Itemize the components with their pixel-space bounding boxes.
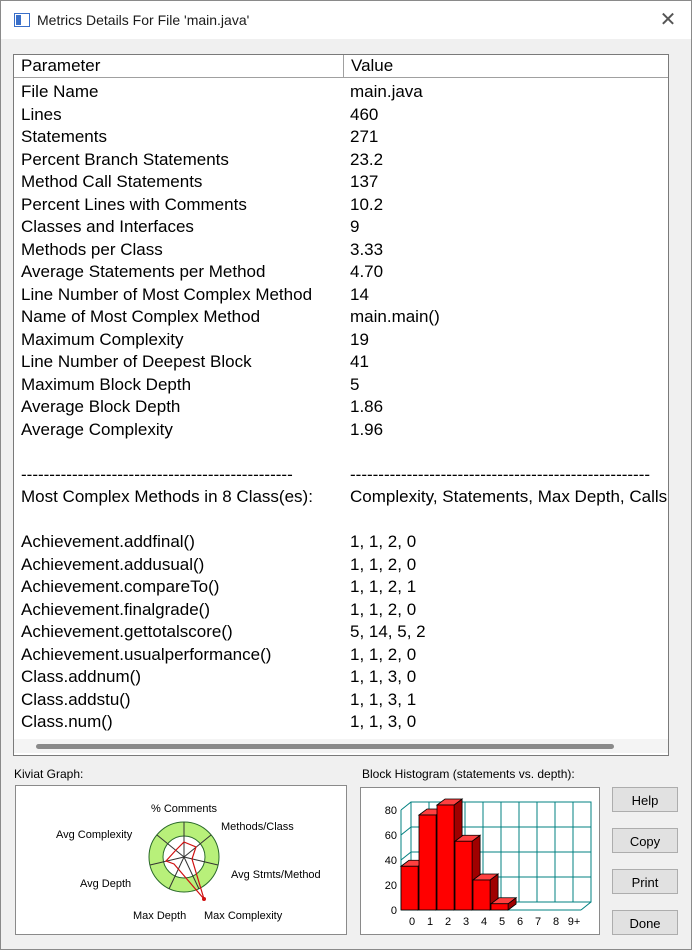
kiviat-graph-panel [15, 785, 347, 935]
table-row[interactable] [14, 104, 668, 127]
parameter-cell: Class.addstu() [21, 689, 131, 709]
table-row[interactable] [14, 284, 668, 307]
kiviat-axis-label: Methods/Class [221, 821, 294, 833]
value-cell: 5, 14, 5, 2 [350, 622, 426, 641]
table-body [14, 81, 668, 734]
value-cell: 271 [350, 127, 379, 146]
table-row[interactable] [14, 171, 668, 194]
histogram-x-tick: 9+ [567, 916, 581, 928]
histogram-x-tick: 2 [444, 916, 452, 928]
value-cell: 137 [350, 172, 379, 191]
parameter-cell: Achievement.addfinal() [21, 532, 195, 551]
table-row[interactable] [14, 261, 668, 284]
value-cell: Complexity, Statements, Max Depth, Calls [350, 487, 668, 506]
kiviat-axis-label: Max Depth [133, 910, 187, 922]
table-row[interactable] [14, 486, 668, 509]
table-row[interactable] [14, 306, 668, 329]
table-row[interactable] [14, 329, 668, 352]
parameter-cell: Achievement.compareTo() [21, 577, 220, 596]
block-histogram [361, 788, 599, 934]
table-row[interactable] [14, 599, 668, 622]
histogram-y-tick: 40 [384, 855, 397, 867]
histogram-bar [437, 805, 454, 910]
value-cell: 9 [350, 217, 360, 236]
kiviat-axis-label: Avg Depth [80, 878, 132, 890]
value-cell: 23.2 [350, 149, 384, 169]
histogram-x-tick: 5 [498, 916, 506, 928]
value-cell: 1, 1, 2, 0 [350, 532, 417, 551]
histogram-x-tick: 7 [534, 916, 542, 928]
value-cell: 10.2 [350, 194, 384, 214]
parameter-cell: Average Complexity [21, 419, 173, 439]
done-button[interactable]: Done [612, 910, 678, 935]
parameter-cell: Class.addnum() [21, 667, 141, 686]
help-button[interactable]: Help [612, 787, 678, 812]
table-row[interactable] [14, 554, 668, 577]
value-cell: 1.86 [350, 397, 384, 416]
kiviat-axis-label: Avg Complexity [56, 829, 133, 841]
value-cell: 14 [350, 284, 369, 304]
value-cell: main.main() [350, 307, 440, 326]
window-title: Metrics Details For File 'main.java' [37, 12, 250, 28]
table-row[interactable] [14, 149, 668, 172]
histogram-x-tick: 1 [426, 916, 434, 928]
table-row[interactable] [14, 576, 668, 599]
histogram-bar [401, 866, 418, 910]
parameter-cell: Average Statements per Method [21, 262, 266, 281]
table-row[interactable] [14, 126, 668, 149]
histogram-x-tick: 0 [408, 916, 416, 928]
value-cell: 1, 1, 2, 0 [350, 599, 417, 619]
column-header-parameter[interactable]: Parameter [14, 55, 344, 77]
parameter-cell: ------------------------------------------------ [21, 464, 293, 484]
vertical-scrollbar[interactable] [668, 55, 669, 755]
parameter-cell: Maximum Complexity [21, 329, 184, 349]
table-row[interactable] [14, 81, 668, 104]
parameter-cell: Percent Lines with Comments [21, 194, 247, 214]
value-cell: 1.96 [350, 419, 384, 439]
parameter-cell: Achievement.gettotalscore() [21, 622, 233, 641]
horizontal-scrollbar-thumb[interactable] [36, 744, 614, 749]
table-row[interactable] [14, 666, 668, 689]
table-row[interactable] [14, 644, 668, 667]
parameter-cell: Name of Most Complex Method [21, 307, 261, 326]
parameter-cell: File Name [21, 82, 99, 101]
table-row[interactable] [14, 419, 668, 442]
histogram-bar [491, 904, 508, 910]
value-cell: 460 [350, 104, 379, 124]
metrics-table [13, 54, 669, 756]
parameter-cell: Methods per Class [21, 239, 163, 259]
table-row[interactable] [14, 194, 668, 217]
print-button[interactable]: Print [612, 869, 678, 894]
histogram-x-tick: 3 [462, 916, 470, 928]
histogram-y-tick: 60 [384, 830, 397, 842]
histogram-x-tick: 8 [552, 916, 560, 928]
parameter-cell: Maximum Block Depth [21, 374, 192, 394]
histogram-y-tick: 20 [384, 880, 397, 892]
histogram-x-tick: 6 [516, 916, 524, 928]
parameter-cell: Method Call Statements [21, 172, 203, 191]
parameter-cell: Most Complex Methods in 8 Class(es): [21, 487, 313, 506]
value-cell: main.java [350, 82, 423, 101]
table-row[interactable] [14, 374, 668, 397]
close-icon[interactable]: ✕ [659, 9, 677, 31]
value-cell: ----------------------------------------------------- [350, 464, 651, 484]
horizontal-scrollbar[interactable] [14, 739, 668, 753]
block-histogram-panel [360, 787, 600, 935]
kiviat-axis-label: % Comments [150, 803, 218, 815]
parameter-cell: Percent Branch Statements [21, 149, 229, 169]
parameter-cell: Class.num() [21, 712, 113, 731]
kiviat-graph-label: Kiviat Graph: [14, 767, 84, 781]
kiviat-graph [16, 786, 346, 934]
parameter-cell: Line Number of Deepest Block [21, 352, 252, 371]
table-row[interactable] [14, 239, 668, 262]
table-row[interactable] [14, 396, 668, 419]
parameter-cell: Achievement.usualperformance() [21, 644, 272, 664]
histogram-bar [419, 815, 436, 910]
block-histogram-label: Block Histogram (statements vs. depth): [362, 767, 575, 781]
kiviat-axis-label: Avg Stmts/Method [231, 869, 321, 881]
table-row[interactable] [14, 464, 668, 487]
table-header-row [14, 55, 668, 78]
histogram-x-tick: 4 [480, 916, 488, 928]
table-row[interactable] [14, 531, 668, 554]
table-row[interactable] [14, 351, 668, 374]
value-cell: 1, 1, 3, 0 [350, 667, 417, 686]
histogram-y-tick: 80 [384, 805, 397, 817]
value-cell: 1, 1, 2, 0 [350, 644, 417, 664]
value-cell: 4.70 [350, 262, 384, 281]
title-bar [1, 1, 691, 39]
window-app-icon [14, 13, 30, 27]
value-cell: 3.33 [350, 239, 384, 259]
parameter-cell: Achievement.finalgrade() [21, 599, 210, 619]
table-row[interactable] [14, 689, 668, 712]
histogram-bar [473, 880, 490, 910]
parameter-cell: Achievement.addusual() [21, 554, 205, 574]
table-row[interactable] [14, 509, 668, 532]
table-row[interactable] [14, 216, 668, 239]
column-header-value[interactable]: Value [351, 56, 394, 75]
parameter-cell: Classes and Interfaces [21, 217, 194, 236]
parameter-cell: Lines [21, 104, 62, 124]
kiviat-axis-label: Max Complexity [204, 910, 283, 922]
value-cell: 19 [350, 329, 369, 349]
value-cell: 1, 1, 3, 1 [350, 689, 417, 709]
value-cell: 1, 1, 3, 0 [350, 712, 417, 731]
table-row[interactable] [14, 711, 668, 734]
table-row[interactable] [14, 621, 668, 644]
copy-button[interactable]: Copy [612, 828, 678, 853]
table-row[interactable] [14, 441, 668, 464]
value-cell: 1, 1, 2, 0 [350, 554, 417, 574]
parameter-cell: Line Number of Most Complex Method [21, 284, 313, 304]
histogram-bar [455, 841, 472, 910]
histogram-y-tick: 0 [390, 905, 397, 917]
value-cell: 1, 1, 2, 1 [350, 577, 417, 596]
parameter-cell: Statements [21, 127, 107, 146]
parameter-cell: Average Block Depth [21, 397, 181, 416]
value-cell: 5 [350, 374, 360, 394]
value-cell: 41 [350, 352, 369, 371]
